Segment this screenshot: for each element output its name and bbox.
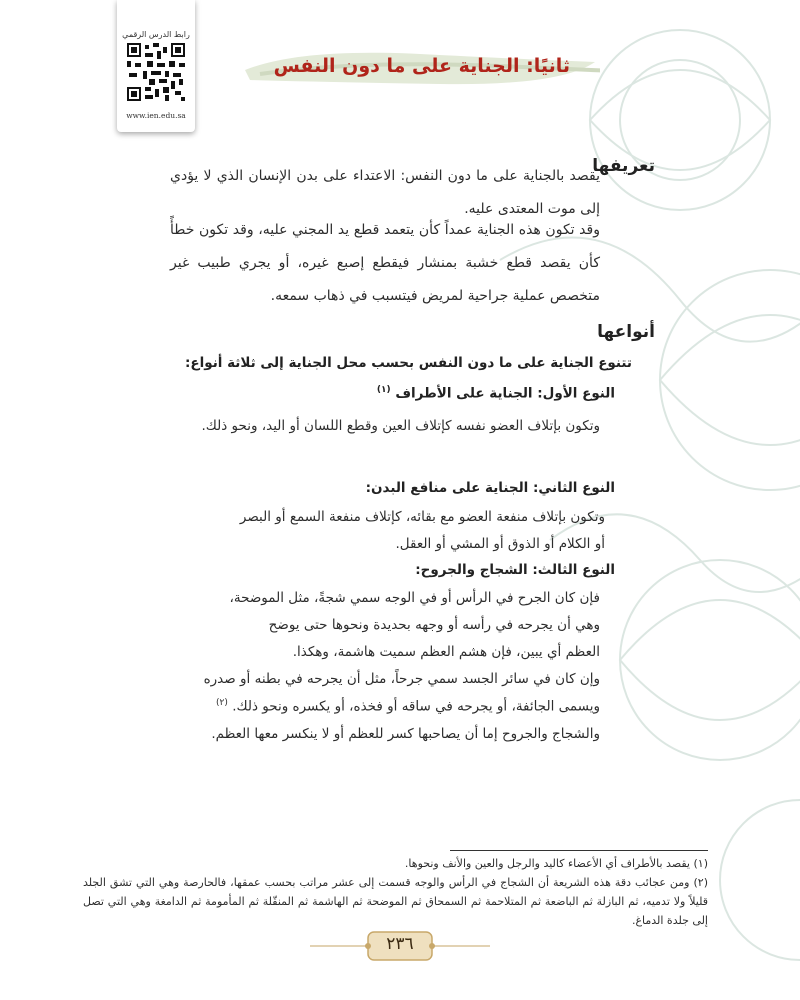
footnote-marker-2[interactable]: (٢) (216, 698, 228, 708)
qr-code-icon[interactable] (127, 43, 185, 101)
definition-paragraph-1: يقصد بالجناية على ما دون النفس: الاعتداء على بدن الإنسان الذي لا يؤدي إلى موت المعتدى عليه. (170, 168, 600, 217)
qr-code-card[interactable] (117, 0, 195, 132)
page-number: ٢٣٦ (386, 934, 414, 954)
definition-heading: تعريفها (592, 156, 655, 176)
type2-line-2: أو الكلام أو الذوق أو المشي أو العقل. (395, 536, 605, 552)
definition-paragraph-2: وقد تكون هذه الجناية عمداً كأن يتعمد قطع يد المجني عليه، وقد تكون خطأً كأن يقصد قطع خشبة بمنشار فيقطع إصبع غيره، أو يجري طبيب غير متخصص عملية جراحية لمريض فيتسبب في ذهاب سمعه. (170, 222, 600, 304)
type3-line-1: فإن كان الجرح في الرأس أو في الوجه سمي شجةً، مثل الموضحة، (229, 590, 600, 606)
type3-line-4: وإن كان في سائر الجسد سمي جرحاً، مثل أن يجرحه في بطنه أو صدره (203, 671, 600, 687)
qr-label: رابط الدرس الرقمي (122, 30, 190, 39)
type3-line-5-text: ويسمى الجائفة، أو يجرحه في ساقه أو فخذه، أو يكسره ونحو ذلك. (232, 698, 600, 715)
type1-title-text: النوع الأول: الجناية على الأطراف (395, 385, 615, 402)
type3-line-2: وهي أن يجرحه في رأسه أو وجهه بحديدة ونحوها حتى يوضح (268, 617, 600, 633)
footnote-divider (450, 850, 708, 851)
types-intro: تتنوع الجناية على ما دون النفس بحسب محل الجناية إلى ثلاثة أنواع: (185, 355, 632, 371)
type1-title (377, 385, 615, 402)
type3-title: النوع الثالث: الشجاج والجروح: (415, 562, 615, 578)
footnote-marker-1[interactable]: (١) (376, 385, 391, 395)
page-title: ثانيًا: الجناية على ما دون النفس (273, 55, 570, 77)
footnote-2: (٢) ومن عجائب دقة هذه الشريعة أن الشجاج في الرأس والوجه قسمت إلى عشر مراتب بحسب عمقها، فالحارصة وهي التي تشق الجلد قليلاً ولا تدميه، ثم البازلة ثم الباضعة ثم المتلاحمة ثم السمحاق ثم الموضحة ثم الهاشمة ثم المنقّلة ثم المأمومة ثم الدامغة وهي التي تصل إلى جلدة الدماغ. (83, 876, 708, 927)
qr-url[interactable]: www.ien.edu.sa (126, 111, 186, 120)
type2-line-1: وتكون بإتلاف منفعة العضو مع بقائه، كإتلاف منفعة السمع أو البصر (239, 509, 605, 525)
type3-line-3: العظم أي يبين، فإن هشم العظم سميت هاشمة، وهكذا. (292, 644, 600, 660)
type1-text: وتكون بإتلاف العضو نفسه كإتلاف العين وقطع اللسان أو اليد، ونحو ذلك. (201, 418, 600, 434)
type2-title: النوع الثاني: الجناية على منافع البدن: (365, 480, 615, 496)
footnote-1: (١) يقصد بالأطراف أي الأعضاء كاليد والرجل والعين والأنف ونحوها. (404, 857, 708, 870)
type3-line-5 (216, 698, 600, 715)
type3-last-line: والشجاج والجروح إما أن يصاحبها كسر للعظم أو لا ينكسر معها العظم. (211, 726, 600, 742)
types-heading: أنواعها (597, 322, 655, 342)
